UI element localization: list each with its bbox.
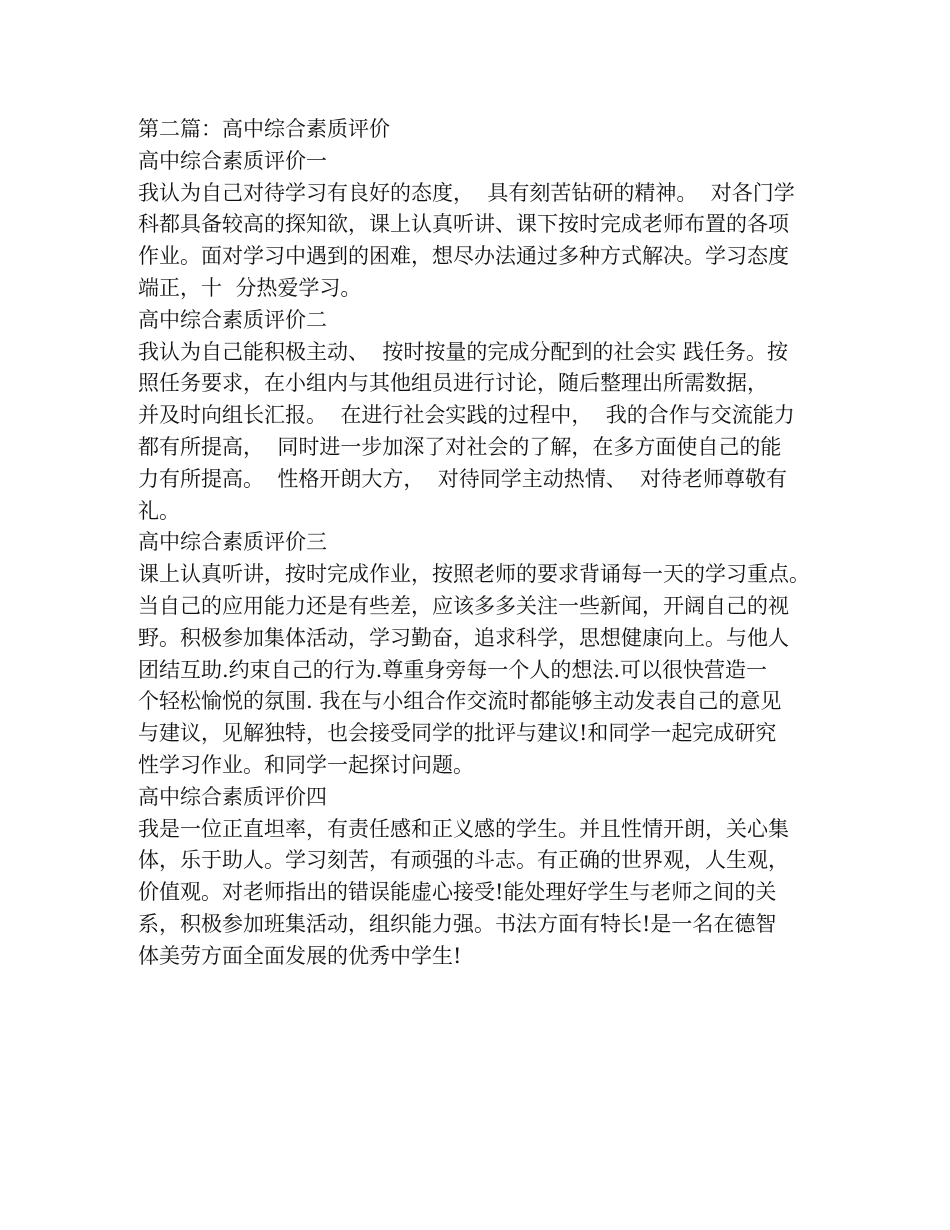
paragraph-line: 照任务要求，在小组内与其他组员进行讨论，随后整理出所需数据， (138, 371, 768, 396)
paragraph-line: 礼。 (138, 498, 180, 523)
paragraph-line: 体美劳方面全面发展的优秀中学生! (138, 943, 462, 968)
paragraph-line: 并及时向组长汇报。 在进行社会实践的过程中， 我的合作与交流能力 (138, 403, 795, 428)
paragraph-line: 性学习作业。和同学一起探讨问题。 (138, 752, 474, 777)
paragraph-line: 我认为自己能积极主动、 按时按量的完成分配到的社会实 践任务。按 (138, 339, 789, 364)
paragraph-line: 个轻松愉悦的氛围. 我在与小组合作交流时都能够主动发表自己的意见 (138, 689, 782, 714)
paragraph-line: 价值观。对老师指出的错误能虚心接受!能处理好学生与老师之间的关 (138, 880, 777, 905)
paragraph-line: 体，乐于助人。学习刻苦，有顽强的斗志。有正确的世界观，人生观， (138, 848, 789, 873)
paragraph-line: 我是一位正直坦率，有责任感和正义感的学生。并且性情开朗，关心集 (138, 816, 789, 841)
section-heading: 高中综合素质评价一 (138, 148, 327, 173)
document-body (138, 114, 828, 973)
paragraph-line: 与建议，见解独特，也会接受同学的批评与建议!和同学一起完成研究 (138, 721, 777, 746)
paragraph-line: 都有所提高， 同时进一步加深了对社会的了解，在多方面使自己的能 (138, 434, 782, 459)
section-heading: 高中综合素质评价四 (138, 784, 327, 809)
document-title: 第二篇：高中综合素质评价 (138, 117, 390, 141)
paragraph-line: 作业。面对学习中遇到的困难，想尽办法通过多种方式解决。学习态度 (138, 244, 789, 269)
section-heading: 高中综合素质评价三 (138, 530, 327, 555)
paragraph-line: 野。积极参加集体活动，学习勤奋，追求科学，思想健康向上。与他人 (138, 625, 789, 650)
paragraph-line: 当自己的应用能力还是有些差，应该多多关注一些新闻，开阔自己的视 (138, 593, 789, 618)
paragraph-line: 团结互助.约束自己的行为.尊重身旁每一个人的想法.可以很快营造一 (138, 657, 768, 682)
paragraph-line: 我认为自己对待学习有良好的态度， 具有刻苦钻研的精神。 对各门学 (138, 180, 795, 205)
paragraph-line: 科都具备较高的探知欲，课上认真听讲、课下按时完成老师布置的各项 (138, 212, 789, 237)
paragraph-line: 课上认真听讲，按时完成作业，按照老师的要求背诵每一天的学习重点。 (138, 562, 810, 587)
paragraph-line: 端正，十 分热爱学习。 (138, 275, 362, 300)
paragraph-line: 系，积极参加班集活动，组织能力强。书法方面有特长!是一名在德智 (138, 911, 777, 936)
paragraph-line: 力有所提高。 性格开朗大方， 对待同学主动热情、 对待老师尊敬有 (138, 466, 788, 491)
section-heading: 高中综合素质评价二 (138, 307, 327, 332)
